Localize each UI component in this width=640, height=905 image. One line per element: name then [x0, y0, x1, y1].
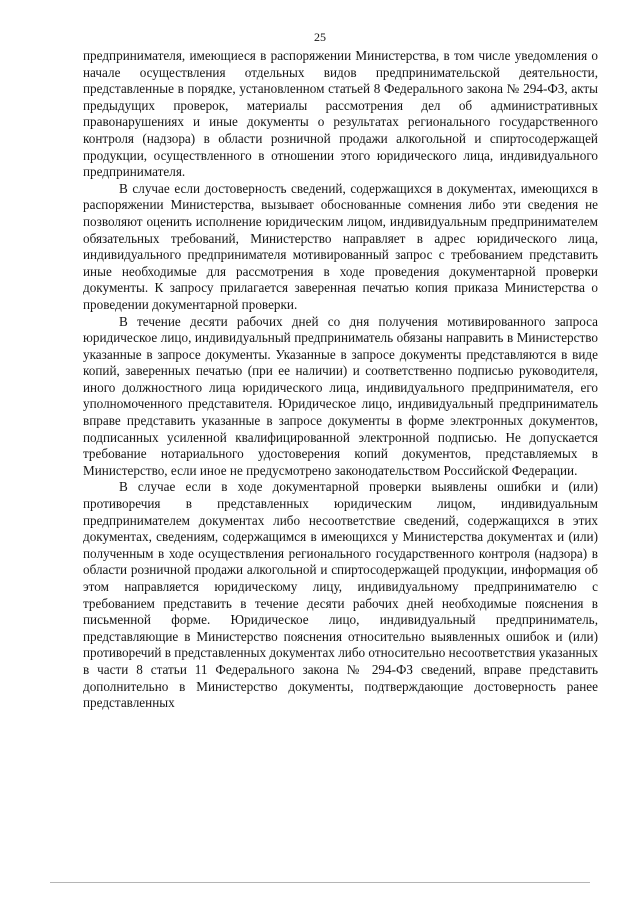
paragraph-errors-and-contradictions: В случае если в ходе документарной проверки выявлены ошибки и (или) противоречия в представленных юридическим лицом, индивидуальным предпринимателем документах либо несоответствие сведений, содержащихся в этих документах, сведениям, содержащимся в имеющихся у Министерства документах и (или) полученным в ходе осуществления регионального государственного контроля (надзора) в области розничной продажи алкогольной и спиртосодержащей продукции, информация об этом направляется юридическому лицу, индивидуальному предпринимателю с требованием представить в течение десяти рабочих дней необходимые пояснения в письменной форме. Юридическое лицо, индивидуальный предприниматель, представляющие в Министерство пояснения относительно выявленных ошибок и (или) противоречий в представленных документах либо относительно несоответствия указанных в части 8 статьи 11 Федерального закона № 294-ФЗ сведений, вправе представить дополнительно в Министерство документы, подтверждающие достоверность ранее представленных [83, 479, 599, 711]
paragraph-ten-day-deadline: В течение десяти рабочих дней со дня получения мотивированного запроса юридическое лицо, индивидуальный предприниматель обязаны направить в Министерство указанные в запросе документы. Указанные в запросе документы представляются в виде копий, заверенных печатью (при ее наличии) и соответственно подписью руководителя, иного должностного лица юридического лица, индивидуального предпринимателя, его уполномоченного представителя. Юридическое лицо, индивидуальный предприниматель вправе представить указанные в запросе документы в форме электронных документов, подписанных усиленной квалифицированной электронной подписью. Не допускается требование нотариального удостоверения копий документов, представляемых в Министерство, если иное не предусмотрено законодательством Российской Федерации. [83, 313, 598, 478]
paragraph-continuation: предпринимателя, имеющиеся в распоряжении Министерства, в том числе уведомления о начале осуществления отдельных видов предпринимательской деятельности, представленные в порядке, установленном статьей 8 Федерального закона № 294-ФЗ, акты предыдущих проверок, материалы рассмотрения дел об административных правонарушениях и иные документы о результатах регионального государственного контроля (надзора) в области розничной продажи алкогольной и спиртосодержащей продукции, осуществленного в отношении этого юридического лица, индивидуального предпринимателя. [83, 48, 598, 180]
document-body [83, 48, 598, 712]
paragraph-doubtful-information: В случае если достоверность сведений, содержащихся в документах, имеющихся в распоряжении Министерства, вызывает обоснованные сомнения либо эти сведения не позволяют оценить исполнение юридическим лицом, индивидуальным предпринимателем обязательных требований, Министерство направляет в адрес юридического лица, индивидуального предпринимателя мотивированный запрос с требованием представить иные необходимые для рассмотрения в ходе проведения документарной проверки документы. К запросу прилагается заверенная печатью копия приказа Министерства о проведении документарной проверки. [83, 180, 598, 312]
page-number: 25 [314, 30, 326, 44]
bottom-edge-line [50, 882, 590, 883]
